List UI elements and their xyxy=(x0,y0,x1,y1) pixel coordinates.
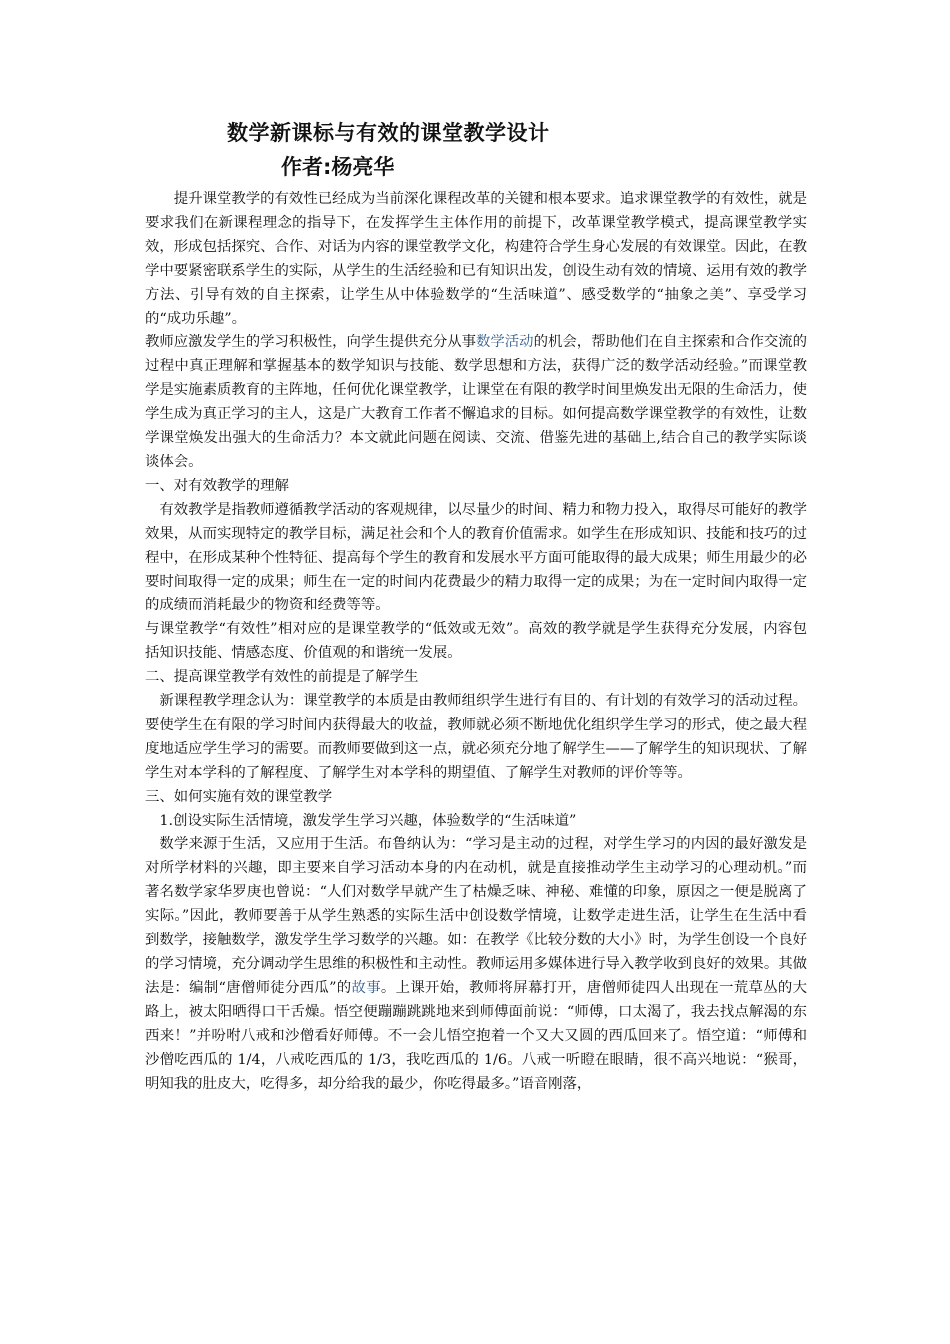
section-heading-3: 三、如何实施有效的课堂教学 xyxy=(145,788,333,805)
paragraph-understand-students: 新课程教学理念认为：课堂教学的本质是由教师组织学生进行有目的、有计划的有效学习的活动过程。要使学生在有限的学习时间内获得最大的收益，教师就必须不断地优化组织学生学习的形式，使之最大程度地适应学生学习的需要。而教师要做到这一点，就必须充分地了解学生——了解学生的知识现状、了解学生对本学科的了解程度、了解学生对本学科的期望值、了解学生对教师的评价等等。 xyxy=(145,693,807,781)
paragraph-text: 的机会，帮助他们在自主探索和合作交流的过程中真正理解和掌握基本的数学知识与技能、数学思想和方法，获得广泛的数学活动经验。”而课堂教学是实施素质教育的主阵地，任何优化课堂教学，让课堂在有限的教学时间里焕发出无限的生命活力，使学生成为真正学习的主人，这是广大教育工作者不懈追求的目标。如何提高数学课堂教学的有效性，让数学课堂焕发出强大的生命活力？本文就此问题在阅读、交流、借鉴先进的基础上,结合自己的教学实际谈谈体会。 xyxy=(145,334,808,470)
math-activity-link[interactable]: 数学活动 xyxy=(476,334,534,351)
subsection-heading-1: 1.创设实际生活情境，激发学生学习兴趣，体验数学的“生活味道” xyxy=(159,812,577,829)
document-page xyxy=(145,118,807,1096)
story-link[interactable]: 故事 xyxy=(351,979,381,996)
paragraph-teacher-motivation xyxy=(145,331,807,474)
paragraph-effectiveness: 与课堂教学“有效性”相对应的是课堂教学的“低效或无效”。高效的教学就是学生获得充分发展，内容包括知识技能、情感态度、价值观的和谐统一发展。 xyxy=(145,621,807,662)
document-author: 作者:杨亮华 xyxy=(281,155,395,179)
paragraph-intro: 提升课堂教学的有效性已经成为当前深化课程改革的关键和根本要求。追求课堂教学的有效性，就是要求我们在新课程理念的指导下，在发挥学生主体作用的前提下，改革课堂教学模式，提高课堂教学实效，形成包括探究、合作、对话为内容的课堂教学文化，构建符合学生身心发展的有效课堂。因此，在教学中要紧密联系学生的实际，从学生的生活经验和已有知识出发，创设生动有效的情境、运用有效的教学方法、引导有效的自主探索，让学生从中体验数学的“生活味道”、感受数学的“抽象之美”、享受学习的“成功乐趣”。 xyxy=(145,191,807,327)
paragraph-text: 教师应激发学生的学习积极性，向学生提供充分从事 xyxy=(145,334,476,351)
paragraph-text: 数学来源于生活，又应用于生活。布鲁纳认为：“学习是主动的过程，对学生学习的内因的最好激发是对所学材料的兴趣，即主要来自学习活动本身的内在动机，就是直接推动学生主动学习的心理动机。”而著名数学家华罗庚也曾说：“人们对数学早就产生了枯燥乏味、神秘、难懂的印象，原因之一便是脱离了实际。”因此，教师要善于从学生熟悉的实际生活中创设数学情境，让数学走进生活，让学生在生活中看到数学，接触数学，激发学生学习数学的兴趣。如：在教学《比较分数的大小》时，为学生创设一个良好的学习情境，充分调动学生思维的积极性和主动性。教师运用多媒体进行导入教学收到良好的效果。其做法是：编制“唐僧师徒分西瓜”的 xyxy=(145,836,807,996)
section-heading-1: 一、对有效教学的理解 xyxy=(145,477,289,494)
paragraph-text: 。上课开始，教师将屏幕打开，唐僧师徒四人出现在一荒草丛的大路上，被太阳晒得口干舌燥。悟空便蹦蹦跳跳地来到师傅面前说：“师傅，口太渴了，我去找点解渴的东西来！”并吩咐八戒和沙僧看好师傅。不一会儿悟空抱着一个又大又圆的西瓜回来了。悟空道：“师傅和沙僧吃西瓜的 1/4，八戒吃西瓜的 1/3，我吃西瓜的 1/6。八戒一听瞪在眼睛，很不高兴地说：“猴哥，明知我的肚皮大，吃得多，却分给我的最少，你吃得最多。”语音刚落， xyxy=(145,979,807,1092)
paragraph-life-situation xyxy=(145,833,807,1096)
document-title: 数学新课标与有效的课堂教学设计 xyxy=(227,121,550,145)
section-heading-2: 二、提高课堂教学有效性的前提是了解学生 xyxy=(145,669,419,686)
paragraph-effective-teaching: 有效教学是指教师遵循教学活动的客观规律，以尽量少的时间、精力和物力投入，取得尽可能好的教学效果，从而实现特定的教学目标，满足社会和个人的教育价值需求。如学生在形成知识、技能和技巧的过程中，在形成某种个性特征、提高每个学生的教育和发展水平方面可能取得的最大成果；师生用最少的必要时间取得一定的成果；师生在一定的时间内花费最少的精力取得一定的成果；为在一定时间内取得一定的成绩而消耗最少的物资和经费等等。 xyxy=(145,501,807,614)
